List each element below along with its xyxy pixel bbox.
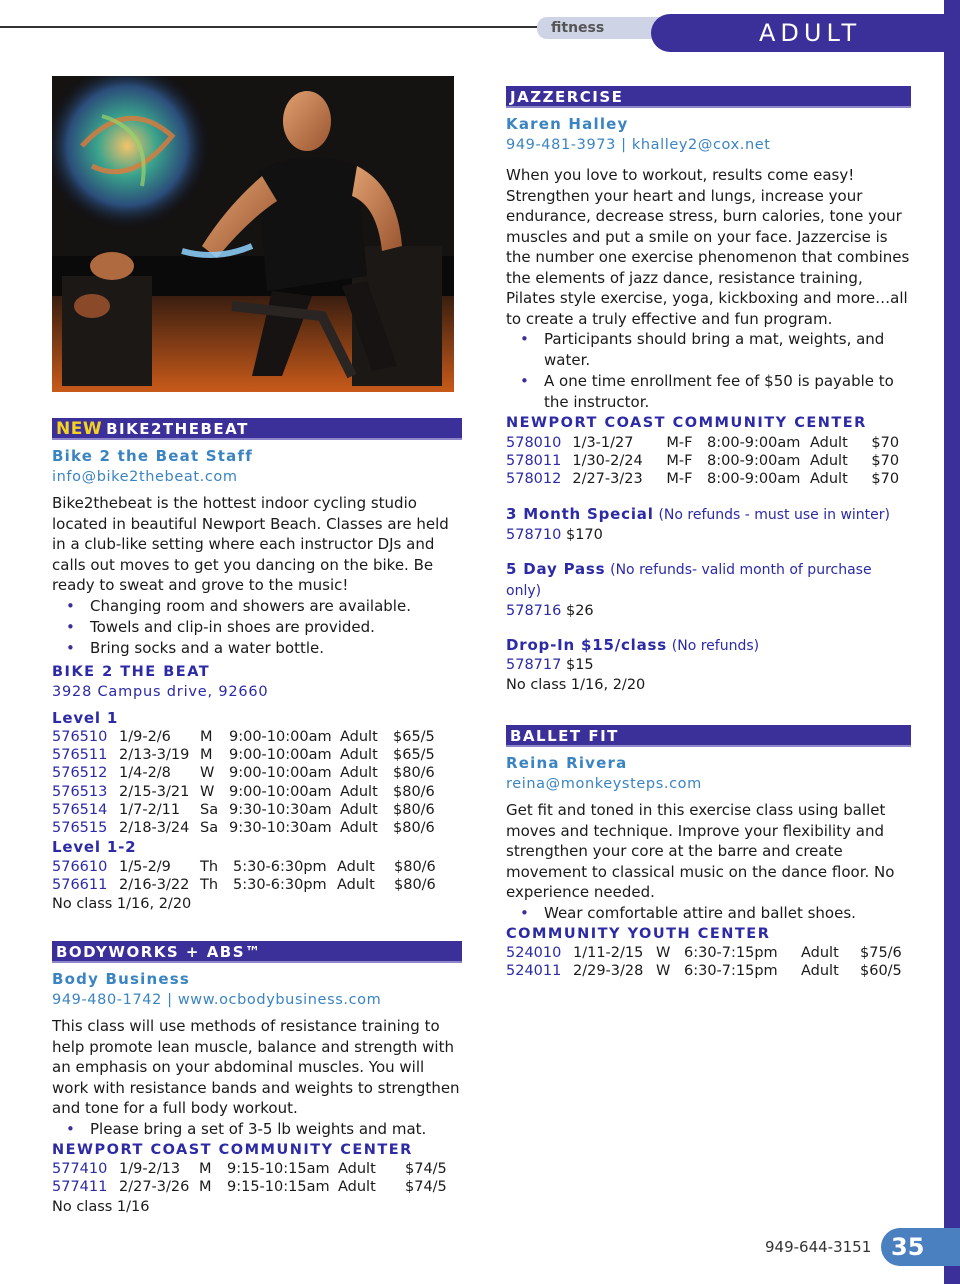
right-column [506, 86, 911, 981]
cell-time: 5:30-6:30pm [233, 876, 327, 893]
cell-dates: 2/29-3/28 [573, 963, 644, 980]
bike-address: 3928 Campus drive, 92660 [52, 684, 269, 700]
schedule-row [506, 434, 911, 452]
cell-fee: $80/6 [394, 876, 436, 893]
special-5day [506, 559, 911, 602]
jazzercise-section-header [506, 86, 911, 108]
cell-code[interactable]: 576510 [52, 729, 108, 745]
special-dropin-line [506, 656, 911, 675]
special-3month [506, 504, 911, 526]
bike-location: BIKE 2 THE BEAT [52, 663, 211, 680]
cell-age: Adult [340, 729, 378, 745]
price: $170 [565, 526, 603, 543]
schedule-row [506, 962, 911, 980]
jazzercise-location: NEWPORT COAST COMMUNITY CENTER [506, 415, 867, 431]
cell-day: M [199, 1179, 212, 1196]
schedule-row [52, 1160, 462, 1178]
bike-level1-label: Level 1 [52, 708, 119, 727]
cell-time: 8:00-9:00am [707, 452, 801, 469]
schedule-row [52, 876, 462, 894]
special-5day-line [506, 602, 911, 621]
schedule-row [52, 858, 462, 876]
cell-age: Adult [801, 963, 839, 980]
cell-age: Adult [337, 858, 375, 875]
cell-time: 6:30-7:15pm [684, 945, 778, 962]
bike-description: Bike2thebeat is the hottest indoor cycling studio located in beautiful Newport Beach. Classes are held in a club-like setting where each instructor DJs and calls out moves to get you dancing on the bike. Be ready to sweat and grove to the music! [52, 494, 449, 594]
bodyworks-section-header [52, 941, 462, 963]
cell-time: 9:00-10:00am [229, 747, 332, 764]
cell-fee: $74/5 [405, 1161, 447, 1178]
bike-level12-table [52, 858, 462, 894]
cell-day: W [200, 783, 215, 800]
cycling-class-photo [52, 76, 454, 392]
cell-day: M [200, 729, 213, 745]
cell-fee: $80/6 [393, 820, 435, 837]
cell-code[interactable]: 576515 [52, 820, 108, 837]
cell-day: M-F [666, 470, 693, 487]
cell-code[interactable]: 578011 [506, 452, 562, 469]
price: $26 [565, 602, 594, 619]
ballet-bullets [506, 903, 911, 924]
cell-code[interactable]: 576512 [52, 765, 108, 782]
cell-fee: $80/6 [393, 783, 435, 800]
ballet-location: COMMUNITY YOUTH CENTER [506, 925, 771, 942]
price: $15 [565, 657, 594, 674]
cell-age: Adult [338, 1179, 376, 1196]
cell-day: M [200, 747, 213, 764]
cell-dates: 2/18-3/24 [119, 820, 190, 837]
bodyworks-instructor: Body Business [52, 970, 190, 989]
course-code[interactable]: 578710 [506, 526, 562, 543]
cell-time: 9:15-10:15am [227, 1161, 330, 1178]
cell-day: Th [200, 876, 219, 893]
cell-code[interactable]: 524010 [506, 945, 562, 962]
cell-fee: $80/6 [393, 801, 435, 818]
bike-level12-label: Level 1-2 [52, 838, 137, 857]
section-tab: fitness [537, 17, 677, 39]
cell-age: Adult [801, 945, 839, 962]
cell-day: M-F [666, 452, 693, 469]
bullet-item: • Changing room and showers are available. [66, 596, 462, 617]
new-badge: NEW [56, 419, 103, 439]
special-title: 5 Day Pass [506, 559, 606, 578]
cell-dates: 1/3-1/27 [572, 434, 634, 451]
cell-time: 9:00-10:00am [229, 765, 332, 782]
cell-day: W [656, 945, 671, 962]
cell-age: Adult [810, 452, 848, 469]
bike-noclass: No class 1/16, 2/20 [52, 896, 192, 913]
special-3month-line [506, 526, 911, 545]
special-dropin [506, 635, 911, 657]
bullet-item: • Please bring a set of 3-5 lb weights and mat. [66, 1119, 462, 1140]
cell-fee: $75/6 [860, 945, 902, 962]
cell-dates: 1/4-2/8 [119, 765, 171, 782]
ballet-section-header [506, 725, 911, 747]
bike-contact[interactable]: info@bike2thebeat.com [52, 468, 238, 485]
cell-age: Adult [810, 434, 848, 451]
cell-code[interactable]: 577411 [52, 1179, 108, 1196]
schedule-row [52, 783, 462, 801]
cell-fee: $60/5 [860, 963, 902, 980]
cell-dates: 2/16-3/22 [119, 876, 190, 893]
cell-code[interactable]: 576514 [52, 801, 108, 818]
special-title: Drop-In $15/class [506, 635, 667, 654]
schedule-row [506, 944, 911, 962]
cell-day: W [656, 963, 671, 980]
bike-instructor: Bike 2 the Beat Staff [52, 447, 253, 465]
cell-dates: 2/15-3/21 [119, 783, 190, 800]
bike-level1-table [52, 728, 462, 837]
cell-code[interactable]: 576610 [52, 858, 108, 875]
cell-code[interactable]: 576511 [52, 747, 108, 764]
schedule-row [52, 764, 462, 782]
cell-dates: 1/11-2/15 [573, 945, 644, 962]
cell-fee: $65/5 [393, 729, 435, 745]
special-note: (No refunds- valid month of purchase only) [506, 561, 872, 600]
cell-day: M-F [666, 434, 693, 451]
ballet-instructor: Reina Rivera [506, 754, 628, 773]
cell-code[interactable]: 524011 [506, 963, 562, 980]
footer-phone: 949-644-3151 [765, 1238, 872, 1256]
cell-age: Adult [340, 765, 378, 782]
bodyworks-table [52, 1160, 462, 1196]
bullet-item: • Bring socks and a water bottle. [66, 638, 462, 659]
cell-code[interactable]: 578010 [506, 434, 562, 451]
ballet-contact[interactable]: reina@monkeysteps.com [506, 775, 702, 792]
cell-age: Adult [337, 876, 375, 893]
cell-age: Adult [810, 470, 848, 487]
cell-code[interactable]: 576611 [52, 876, 108, 893]
bodyworks-description: This class will use methods of resistance training to help promote lean muscle, balance and strength with an emphasis on your abdominal muscles. You will work with resistance bands and weights to strengthen and tone for a full body workout. [52, 1017, 460, 1118]
cell-age: Adult [340, 747, 378, 764]
page-number: 35 [881, 1228, 960, 1266]
bodyworks-bullets [52, 1119, 462, 1140]
cell-dates: 1/5-2/9 [119, 858, 171, 875]
cell-fee: $65/5 [393, 747, 435, 764]
course-code[interactable]: 578716 [506, 602, 562, 619]
schedule-row [506, 470, 911, 488]
cell-time: 9:15-10:15am [227, 1179, 330, 1196]
special-note: (No refunds) [671, 637, 760, 654]
bullet-item: • Participants should bring a mat, weights, and water. [520, 329, 911, 371]
cell-code[interactable]: 576513 [52, 783, 108, 800]
cell-time: 9:30-10:30am [229, 801, 332, 818]
cell-time: 9:00-10:00am [229, 783, 332, 800]
cell-time: 8:00-9:00am [707, 434, 801, 451]
jazzercise-contact[interactable]: 949-481-3973 | khalley2@cox.net [506, 136, 771, 153]
cell-time: 9:00-10:00am [229, 729, 332, 745]
cell-age: Adult [340, 820, 378, 837]
cell-day: M [199, 1161, 212, 1178]
schedule-row [52, 746, 462, 764]
ballet-description: Get fit and toned in this exercise class using ballet moves and technique. Improve your flexibility and strengthen your core at the barre and create movement to classical music on the dance floor. No experience needed. [506, 801, 895, 902]
left-column [52, 418, 462, 1217]
cell-age: Adult [338, 1161, 376, 1178]
jazzercise-description: When you love to workout, results come easy! Strengthen your heart and lungs, increase your endurance, decrease stress, burn calories, tone your muscles and put a smile on your face. Jazzercise is the number one exercise phenomenon that combines the elements of jazz dance, resistance training, Pilates style exercise, yoga, kickboxing and more…all to create a truly effective and fun program. [506, 166, 910, 328]
bullet-item: • Towels and clip-in shoes are provided. [66, 617, 462, 638]
cell-dates: 2/13-3/19 [119, 747, 190, 764]
cell-dates: 1/9-2/13 [119, 1161, 181, 1178]
jazzercise-noclass: No class 1/16, 2/20 [506, 677, 646, 694]
bodyworks-noclass: No class 1/16 [52, 1198, 150, 1215]
page-edge-bar [944, 0, 960, 1284]
cell-time: 6:30-7:15pm [684, 963, 778, 980]
bike-section-header [52, 418, 462, 440]
bodyworks-contact[interactable]: 949-480-1742 | www.ocbodybusiness.com [52, 991, 382, 1008]
cell-fee: $74/5 [405, 1179, 447, 1196]
cell-dates: 1/7-2/11 [119, 801, 181, 818]
cell-age: Adult [340, 783, 378, 800]
jazzercise-instructor: Karen Halley [506, 115, 629, 133]
schedule-row [52, 801, 462, 819]
jazzercise-bullets [506, 329, 911, 413]
ballet-table [506, 944, 911, 980]
cell-time: 9:30-10:30am [229, 820, 332, 837]
cell-code[interactable]: 578012 [506, 470, 562, 487]
cell-code[interactable]: 577410 [52, 1161, 108, 1178]
special-title: 3 Month Special [506, 505, 654, 524]
cell-age: Adult [340, 801, 378, 818]
jazzercise-title: JAZZERCISE [510, 88, 624, 106]
bodyworks-location: NEWPORT COAST COMMUNITY CENTER [52, 1141, 413, 1158]
schedule-row [52, 728, 462, 746]
cell-dates: 2/27-3/26 [119, 1179, 190, 1196]
cell-fee: $80/6 [394, 858, 436, 875]
bike-title: BIKE2THEBEAT [106, 420, 249, 438]
bullet-item: • A one time enrollment fee of $50 is payable to the instructor. [520, 371, 911, 413]
cell-time: 8:00-9:00am [707, 470, 801, 487]
cell-time: 5:30-6:30pm [233, 858, 327, 875]
jazzercise-table [506, 434, 911, 489]
cell-day: Sa [200, 820, 219, 837]
cell-dates: 1/30-2/24 [572, 452, 643, 469]
schedule-row [506, 452, 911, 470]
cell-day: W [200, 765, 215, 782]
bullet-item: • Wear comfortable attire and ballet shoes. [520, 903, 911, 924]
bodyworks-title: BODYWORKS + ABS™ [56, 943, 262, 962]
ballet-title: BALLET FIT [510, 727, 619, 746]
cell-dates: 2/27-3/23 [572, 470, 643, 487]
course-code[interactable]: 578717 [506, 657, 562, 674]
cell-fee: $80/6 [393, 765, 435, 782]
bike-bullets [52, 596, 462, 659]
schedule-row [52, 819, 462, 837]
cell-fee: $70 [871, 434, 900, 451]
schedule-row [52, 1178, 462, 1196]
category-tab: ADULT [651, 14, 946, 52]
cell-fee: $70 [871, 470, 900, 487]
cell-day: Th [200, 858, 219, 875]
cell-fee: $70 [871, 452, 900, 469]
cell-day: Sa [200, 801, 219, 818]
special-note: (No refunds - must use in winter) [658, 507, 890, 524]
cell-dates: 1/9-2/6 [119, 729, 171, 745]
